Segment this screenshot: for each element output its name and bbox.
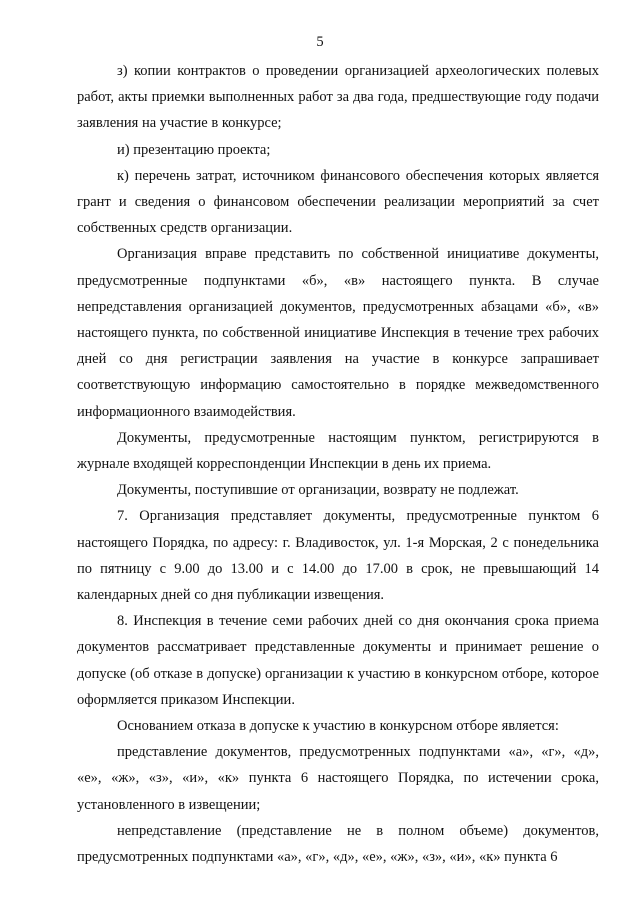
paragraph-optional-documents: Организация вправе представить по собственной инициативе документы, предусмотренные подпунктами «б», «в» настоящего пункта. В случае непредставления организацией документов, предусмотренных абзацами «б», «в» настоящего пункта, по собственной инициативе Инспекция в течение трех рабочих дней со дня регистрации заявления на участие в конкурсе запрашивает соответствующую информацию самостоятельно в порядке межведомственного информационного взаимодействия.	[77, 246, 599, 420]
paragraph-late-submission: представление документов, предусмотренных подпунктами «а», «г», «д», «е», «ж», «з», «и», «к» пункта 6 настоящего Порядка, по истечении срока, установленного в извещении;	[77, 744, 599, 813]
paragraph-item-z: з) копии контрактов о проведении организацией археологических полевых работ, акты приемки выполненных работ за два года, предшествующие году подачи заявления на участие в конкурсе;	[77, 63, 599, 132]
paragraph-clause-7: 7. Организация представляет документы, предусмотренные пунктом 6 настоящего Порядка, по адресу: г. Владивосток, ул. 1-я Морская, 2 с понедельника по пятницу с 9.00 до 13.00 и с 14.00 до 17.00 в срок, не превышающий 14 календарных дней со дня публикации извещения.	[77, 508, 599, 604]
paragraph-item-k: к) перечень затрат, источником финансового обеспечения которых является грант и сведения о финансовом обеспечении реализации мероприятий за счет собственных средств организации.	[77, 167, 599, 237]
paragraph-refusal-grounds: Основанием отказа в допуске к участию в конкурсном отборе является:	[117, 718, 559, 735]
paragraph-item-i: и) презентацию проекта;	[117, 141, 271, 158]
document-body	[77, 58, 599, 870]
paragraph-registration: Документы, предусмотренные настоящим пунктом, регистрируются в журнале входящей корреспонденции Инспекции в день их приема.	[77, 429, 599, 473]
paragraph-no-return: Документы, поступившие от организации, возврату не подлежат.	[117, 482, 519, 499]
page-number: 5	[316, 34, 324, 50]
paragraph-clause-8: 8. Инспекция в течение семи рабочих дней со дня окончания срока приема документов рассматривает представленные документы и принимает решение о допуске (об отказе в допуске) организации к участию в конкурсном отборе, которое оформляется приказом Инспекции.	[77, 613, 599, 708]
paragraph-non-submission: непредставление (представление не в полном объеме) документов, предусмотренных подпунктами «а», «г», «д», «е», «ж», «з», «и», «к» пункта 6	[77, 822, 599, 866]
